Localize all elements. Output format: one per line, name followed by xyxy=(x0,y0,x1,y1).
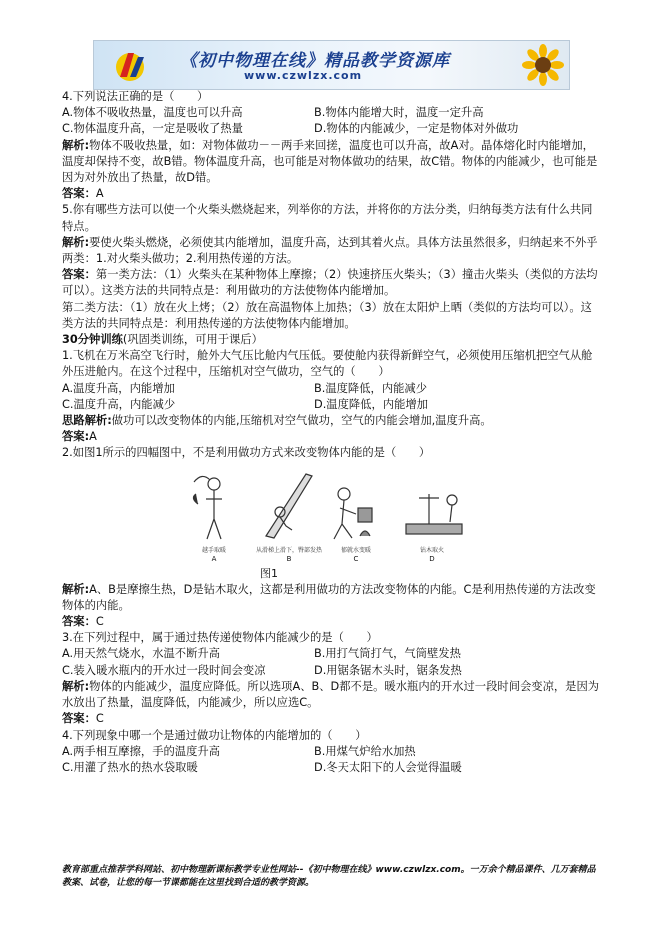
t1-option-b: B.温度降低，内能减少 xyxy=(314,381,428,395)
t1-option-a: A.温度升高，内能增加 xyxy=(62,381,175,395)
answer-label: 答案： xyxy=(62,712,96,726)
t3-option-d: D.用锯条锯木头时，锯条发热 xyxy=(314,663,462,677)
t3-stem: 3.在下列过程中，属于通过热传递使物体内能减少的是（ ） xyxy=(62,631,378,645)
t4-option-b: B.用煤气炉给水加热 xyxy=(314,744,416,758)
t3-option-b: B.用打气筒打气，气筒壁发热 xyxy=(314,647,461,661)
figure-1 xyxy=(62,464,602,582)
t3-option-a: A.用天然气烧水，水温不断升高 xyxy=(62,647,220,661)
t1-options-ab xyxy=(62,381,602,397)
q4a-stem: 4.下列说法正确的是（ ） xyxy=(62,90,209,103)
answer-label: 答案: xyxy=(62,430,90,444)
t2-answer xyxy=(62,614,602,630)
analysis-label: 解析: xyxy=(62,679,90,693)
figure-d-caption: 钻木取火 xyxy=(419,546,445,554)
q4a-answer xyxy=(62,186,602,202)
answer-value: A xyxy=(95,187,104,201)
answer-value: C xyxy=(95,615,104,629)
analysis-text: A、B是摩擦生热，D是钻木取火，这都是利用做功的方法改变物体的内能。C是利用热传递的方法改变物体的内能。 xyxy=(62,582,596,612)
answer-text: 第一类方法：（1）火柴头在某种物体上摩擦；（2）快速挤压火柴头；（3）撞击火柴头（类似的方法均可以）。这类方法的共同特点是：利用做功的方法使物体内能增加。 xyxy=(62,268,598,298)
t4-option-c: C.用灌了热水的热水袋取暖 xyxy=(62,760,198,774)
q5-answer-2: 第二类方法：（1）放在火上烤；（2）放在高温物体上加热；（3）放在太阳炉上晒（类似的方法均可以）。这类方法的共同特点是：利用热传递的方法使物体内能增加。 xyxy=(62,300,592,330)
t1-analysis xyxy=(62,413,602,429)
analysis-text: 物体不吸收热量，如：对物体做功－－两手来回搓，温度也可以升高，故A对。晶体熔化时内能增加，温度却保持不变，故B错。物体温度升高，也可能是对物体做功的结果，故C错。物体的内能减少，也可能是因为对外放出了热量，故D错。 xyxy=(62,138,598,185)
figure-b-letter: B xyxy=(286,554,292,563)
figure-c-fire-heating-icon xyxy=(334,488,372,539)
figure-a-letter: A xyxy=(211,554,217,563)
t4-option-d: D.冬天太阳下的人会觉得温暖 xyxy=(314,760,462,774)
t2-analysis xyxy=(62,582,602,614)
analysis-text: 要使火柴头燃烧，必须使其内能增加，温度升高，达到其着火点。具体方法虽然很多，归纳起来不外乎两类：1.对火柴头做功；2.利用热传递的方法。 xyxy=(62,235,598,266)
header-url[interactable]: www.czwlzx.com xyxy=(244,69,363,82)
document-body xyxy=(62,89,602,776)
site-logo-icon xyxy=(114,47,152,83)
section-note: (巩固类训练，可用于课后） xyxy=(122,333,263,347)
analysis-label: 解析: xyxy=(62,138,90,152)
analysis-label: 思路解析: xyxy=(62,414,112,428)
q5-answer-1 xyxy=(62,267,602,299)
answer-label: 答案： xyxy=(62,268,96,282)
answer-label: 答案： xyxy=(62,187,96,201)
t3-options-cd xyxy=(62,663,602,679)
figure-c-letter: C xyxy=(353,554,359,563)
analysis-text: 做功可以改变物体的内能,压缩机对空气做功，空气的内能会增加,温度升高。 xyxy=(111,414,492,428)
figure-c-caption: 郁就水变暖 xyxy=(340,546,372,554)
figure-b-caption: 从滑梯上滑下，臀部发热 xyxy=(255,546,323,554)
q4a-options-cd xyxy=(62,121,602,137)
t1-option-d: D.温度降低，内能增加 xyxy=(314,397,428,411)
t2-stem: 2.如图1所示的四幅图中，不是利用做功方式来改变物体内能的是（ ） xyxy=(62,446,431,460)
q4a-option-c: C.物体温度升高，一定是吸收了热量 xyxy=(62,122,243,136)
answer-value: C xyxy=(95,712,104,726)
t1-option-c: C.温度升高，内能减少 xyxy=(62,397,176,411)
q4a-option-d: D.物体的内能减少，一定是物体对外做功 xyxy=(314,122,519,136)
analysis-label: 解析: xyxy=(62,235,90,249)
t3-answer xyxy=(62,711,602,727)
t4-options-ab xyxy=(62,744,602,760)
answer-label: 答案： xyxy=(62,615,96,629)
figure-label: 图1 xyxy=(260,566,278,580)
q4a-option-b: B.物体内能增大时，温度一定升高 xyxy=(314,106,484,120)
t3-option-c: C.装入暖水瓶内的开水过一段时间会变凉 xyxy=(62,663,266,677)
analysis-text: 物体的内能减少，温度应降低。所以选项A、B、D都不是。暖水瓶内的开水过一段时间会变凉，是因为水放出了热量，温度降低，内能减少，所以应选C。 xyxy=(62,679,600,710)
q5-stem: 5.你有哪些方法可以使一个火柴头燃烧起来，列举你的方法，并将你的方法分类，归纳每类方法有什么共同特点。 xyxy=(62,203,593,233)
figure-b-slide-icon xyxy=(266,474,312,538)
t3-analysis xyxy=(62,679,602,711)
t3-options-ab xyxy=(62,646,602,662)
q4a-options-ab xyxy=(62,105,602,121)
answer-value: A xyxy=(89,430,97,444)
sunflower-icon xyxy=(521,43,565,87)
section-heading xyxy=(62,332,602,348)
figure-d-drill-wood-icon xyxy=(406,494,462,534)
t1-answer xyxy=(62,429,602,445)
header-banner xyxy=(93,40,570,90)
q5-analysis xyxy=(62,235,602,267)
t4-option-a: A.两手相互摩擦，手的温度升高 xyxy=(62,744,220,758)
q4a-option-a: A.物体不吸收热量，温度也可以升高 xyxy=(62,106,243,120)
page-footer: 教育部重点推荐学科网站、初中物理新课标教学专业性网站--《初中物理在线》www.czwlzx.com。一万余个精品课件、几万套精品教案、试卷，让您的每一节课都能在这里找到合适的教学资源。 xyxy=(62,865,596,888)
t1-options-cd xyxy=(62,397,602,413)
analysis-label: 解析: xyxy=(62,582,90,596)
figure-d-letter: D xyxy=(429,554,435,563)
figure-a-caption: 越手取暖 xyxy=(201,546,227,554)
t1-stem: 1.飞机在万米高空飞行时，舱外大气压比舱内气压低。要使舱内获得新鲜空气，必须使用压缩机把空气从舱外压进舱内。在这个过程中，压缩机对空气做功，空气的（ ） xyxy=(62,349,593,379)
figure-1-illustrations xyxy=(174,464,474,564)
t4-options-cd xyxy=(62,760,602,776)
section-title: 30分钟训练 xyxy=(62,333,123,347)
t4-stem: 4.下列现象中哪一个是通过做功让物体的内能增加的（ ） xyxy=(62,728,367,742)
header-title: 《初中物理在线》精品教学资源库 xyxy=(180,51,450,71)
figure-a-hands-icon xyxy=(193,476,222,539)
q4a-analysis xyxy=(62,138,602,187)
